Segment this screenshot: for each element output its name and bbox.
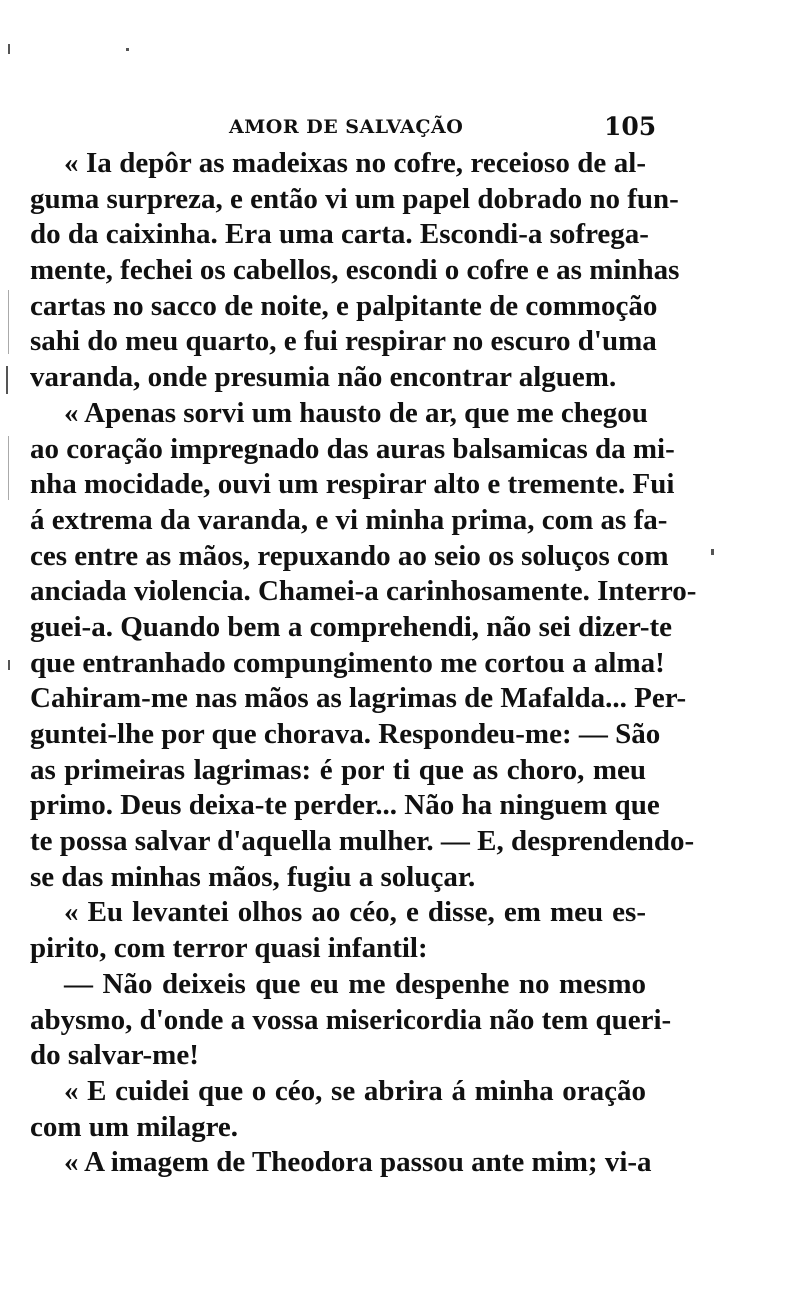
text-line: mente, fechei os cabellos, escondi o cofre e as minhas [30,254,680,287]
text-line: « Apenas sorvi um hausto de ar, que me chegou [64,396,648,429]
text-line: te possa salvar d'aquella mulher. — E, desprendendo- [30,825,695,858]
text-line: guntei-lhe por que chorava. Respondeu-me: — São [30,718,661,750]
text-line: abysmo, d'onde a vossa misericordia não tem queri- [30,1003,672,1036]
text-line: ao coração impregnado das auras balsamicas da mi- [30,432,675,465]
page-header [0,110,800,144]
text-line: do da caixinha. Era uma carta. Escondi-a sofrega- [30,218,649,251]
text-line: primo. Deus deixa-te perder... Não ha ninguem que [30,789,660,822]
text-line: varanda, onde presumia não encontrar alguem. [30,361,617,394]
text-line: á extrema da varanda, e vi minha prima, com as fa- [30,503,668,536]
text-line: que entranhado compungimento me cortou a alma! [30,646,665,679]
text-line: cartas no sacco de noite, e palpitante de commoção [30,289,658,322]
text-line: « Eu levantei olhos ao céo, e disse, em meu es- [64,896,646,929]
text-line: guei-a. Quando bem a comprehendi, não sei dizer-te [30,610,673,643]
text-line: com um milagre. [30,1110,239,1143]
margin-speck [711,549,714,555]
text-line: ces entre as mãos, repuxando ao seio os soluços com [30,539,669,572]
text-line: pirito, com terror quasi infantil: [30,932,428,965]
text-line: « Ia depôr as madeixas no cofre, receioso de al- [64,147,646,179]
page-body [30,146,697,1181]
margin-speck [8,660,10,670]
text-line: « A imagem de Theodora passou ante mim; vi-a [64,1146,652,1179]
text-line: guma surpreza, e então vi um papel dobrado no fun- [30,182,679,215]
text-line: « E cuidei que o céo, se abrira á minha oração [64,1074,646,1107]
margin-speck [8,44,10,54]
page-number: 105 [604,112,657,141]
text-line: se das minhas mãos, fugiu a soluçar. [30,860,476,893]
text-line: anciada violencia. Chamei-a carinhosamente. Interro- [30,575,697,608]
margin-speck [6,366,8,394]
margin-speck [126,48,129,51]
running-title: AMOR DE SALVAÇÃO [229,116,464,138]
text-line: as primeiras lagrimas: é por ti que as choro, meu [30,753,646,786]
text-line: do salvar-me! [30,1039,199,1072]
text-line: sahi do meu quarto, e fui respirar no escuro d'uma [30,325,657,358]
text-line: — Não deixeis que eu me despenhe no mesmo [64,967,646,1000]
text-line: Cahiram-me nas mãos as lagrimas de Mafalda... Per- [30,682,687,715]
margin-speck [8,436,9,500]
text-line: nha mocidade, ouvi um respirar alto e tremente. Fui [30,468,675,501]
margin-speck [8,290,9,354]
